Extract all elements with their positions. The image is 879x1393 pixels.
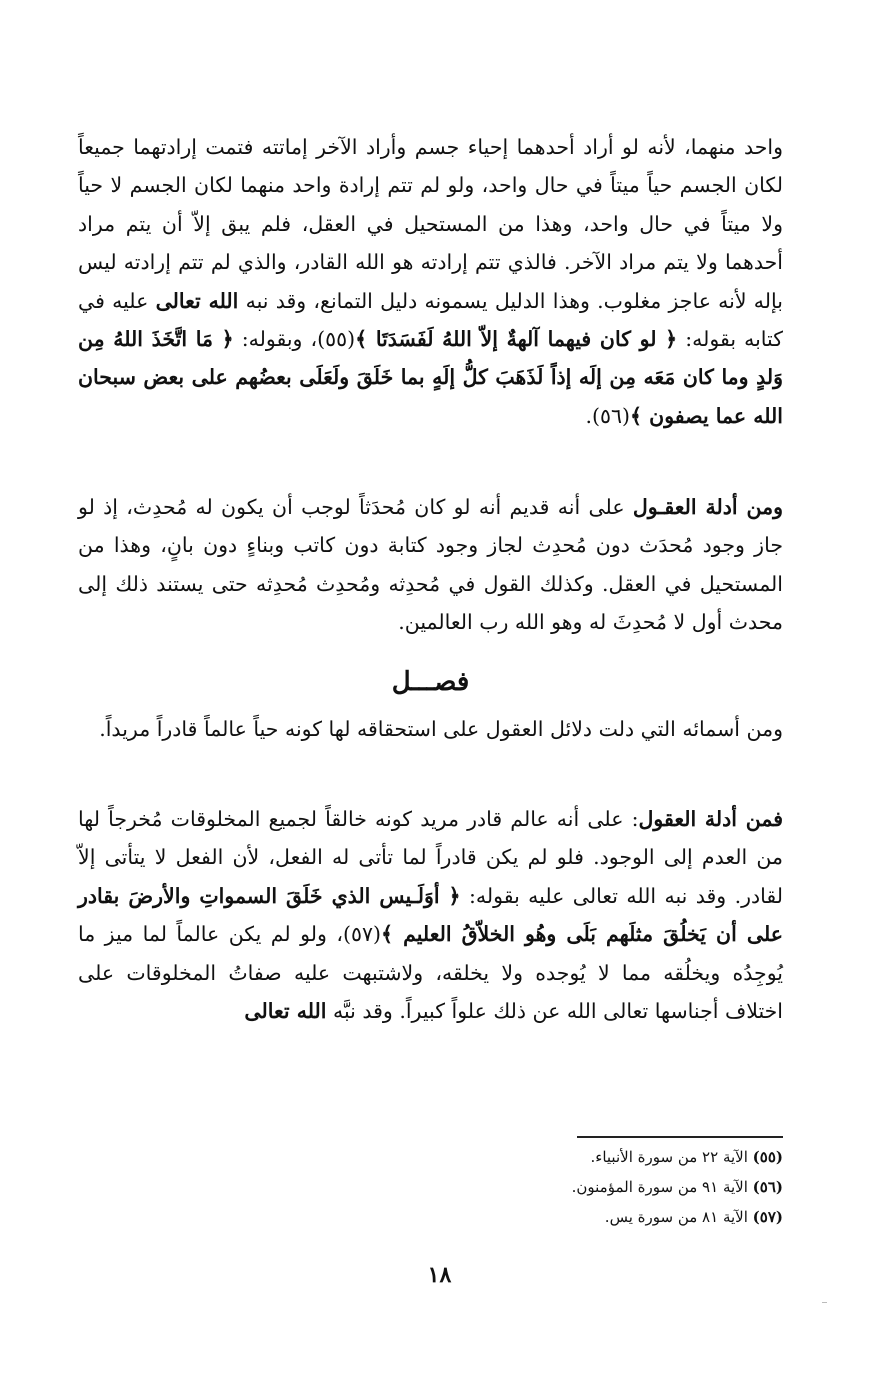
paragraph-tamanu <box>78 128 783 474</box>
scan-speck <box>822 1302 827 1303</box>
section-heading: فصـــل <box>391 667 470 697</box>
footnotes <box>283 1142 783 1232</box>
paragraph-asmaa <box>78 710 783 788</box>
footnote-number: (٥٦) <box>752 1178 783 1196</box>
page-number: ١٨ <box>427 1262 452 1288</box>
bold-run: الله تعالى <box>244 999 327 1024</box>
text-run: (٥٧)، ولو لم يكن عالماً لما ميز ما يُوجِدُه ويخلُقه مما لا يُوجده ولا يخلقه، ولاشتبهت عليه صفاتُ المخلوقات على اختلاف أجناسها تعالى الله عن ذلك علواً كبيراً. وقد نبَّه <box>78 922 783 1024</box>
bold-run: ومن أدلة العقـول <box>632 495 784 519</box>
paragraph-qadim <box>78 488 783 642</box>
footnote-item <box>283 1202 783 1232</box>
footnote-number: (٥٧) <box>752 1208 783 1226</box>
bold-run: الله تعالى <box>155 288 239 313</box>
footnote-number: (٥٥) <box>752 1148 783 1166</box>
text-run: ومن أسمائه التي دلت دلائل العقول على استحقاقه لها كونه حياً عالماً قادراً مريداً. <box>99 717 783 741</box>
quran-verse: ﴿ مَا اتَّخَذَ اللهُ مِن وَلدٍ وما كان مَعَه مِن إلَه إذاً لَذَهَبَ كلُّ إلَهٍ بما خَلَقَ ولَعَلَى بعضُهم على بعض سبحان الله عما يصفون ﴾ <box>78 327 783 428</box>
text-run: عليه في كتابه بقوله: <box>78 288 783 352</box>
footnote-item <box>283 1172 783 1202</box>
quran-verse: ﴿ أوَلَـيس الذي خَلَقَ السمواتِ والأرضَ بقادر على أن يَخلُقَ مثلَهم بَلَى وهُو الخلاّقُ العليم ﴾ <box>78 883 783 947</box>
footnote-ref: (٥٥)، وبقوله: <box>233 327 356 352</box>
text-run: : على أنه عالم قادر مريد كونه خالقاً لجميع المخلوقات مُخرجاً لها من العدم إلى الوجود. فلو لم يكن قادراً لما تأتى له الفعل، لأن الفعل لا يتأتى إلاّ لقادر. وقد نبه الله تعالى عليه بقوله: <box>78 807 783 908</box>
footnote-ref: (٥٦). <box>585 403 631 428</box>
page-body <box>78 128 783 1070</box>
quran-verse: ﴿ لو كان فيهما آلهةٌ إلاّ اللهُ لَفَسَدَتَا ﴾ <box>355 327 678 352</box>
footnote-text: الآية ٢٢ من سورة الأنبياء. <box>590 1148 753 1166</box>
footnote-text: الآية ٩١ من سورة المؤمنون. <box>571 1178 753 1196</box>
footnote-item <box>283 1142 783 1172</box>
footnote-divider <box>577 1136 783 1138</box>
footnote-text: الآية ٨١ من سورة يس. <box>604 1208 753 1226</box>
paragraph-alim-qadir <box>78 800 783 1070</box>
bold-run: فمن أدلة العقول <box>638 807 784 831</box>
text-run: على أنه قديم أنه لو كان مُحدَثاً لوجب أن يكون له مُحدِث، إذ لو جاز وجود مُحدَث دون مُحدِث لجاز وجود كتابة دون كاتب وبناءٍ دون بانٍ، وهذا من المستحيل في العقل. وكذلك القول في مُحدِثه ومُحدِث مُحدِثه حتى يستند ذلك إلى محدث أول لا مُحدِثَ له وهو الله رب العالمين. <box>78 495 783 635</box>
text-run: واحد منهما، لأنه لو أراد أحدهما إحياء جسم وأراد الآخر إماتته فتمت إرادتهما جميعاً لكان الجسم حياً ميتاً في حال واحد، ولو لم تتم إرادة واحد منهما لكان الجسم لا حياً ولا ميتاً في حال واحد، وهذا من المستحيل في العقل، فلم يبق إلاّ أن يتم مراد أحدهما ولا يتم مراد الآخر. فالذي تتم إرادته هو الله القادر، والذي لم تتم إرادته ليس بإله لأنه عاجز مغلوب. وهذا الدليل يسمونه دليل التمانع، وقد نبه <box>78 135 783 313</box>
